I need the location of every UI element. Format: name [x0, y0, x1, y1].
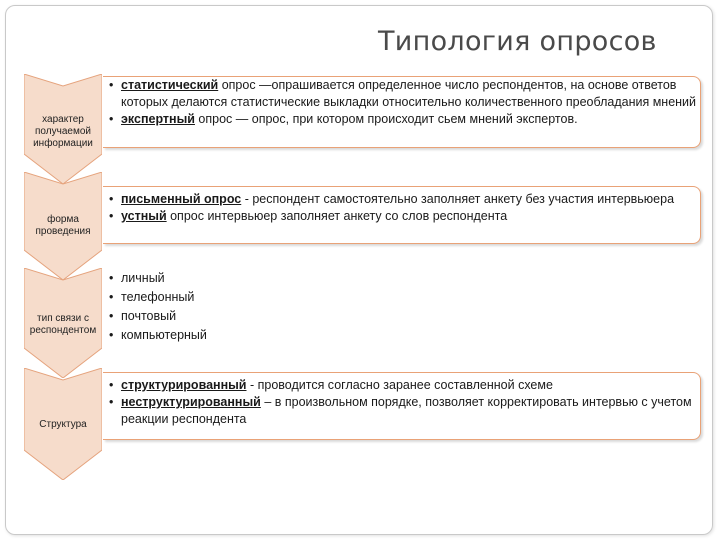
- item-text: - проводится согласно заранее составленной схеме: [246, 378, 553, 392]
- chevron-label: Структура: [39, 419, 87, 430]
- item-text: компьютерный: [121, 328, 207, 342]
- item-text: - респондент самостоятельно заполняет анкету без участия интервьюера: [241, 192, 675, 206]
- section-box-connection-type: [103, 268, 700, 344]
- bullet-list: [103, 373, 700, 428]
- item-text: опрос —опрашивается определенное число респондентов, на основе ответов которых делаются статистические выкладки относительно количественного преобладания мнений: [121, 78, 697, 109]
- list-item: [103, 77, 700, 111]
- term: структурированный: [121, 378, 247, 392]
- term: статистический: [121, 78, 219, 92]
- list-item: [103, 377, 700, 394]
- chevron-information-type: [24, 74, 102, 184]
- item-text: телефонный: [121, 290, 195, 304]
- list-item: [103, 326, 700, 345]
- chevron-structure: [24, 368, 102, 480]
- chevron-connection-type: [24, 268, 102, 378]
- chevron-label: форма проведения: [35, 214, 91, 237]
- bullet-list: [103, 187, 700, 225]
- chevron-form: [24, 172, 102, 280]
- list-item: [103, 208, 700, 225]
- list-item: [103, 288, 700, 307]
- bullet-list: [103, 77, 700, 128]
- list-item: [103, 191, 700, 208]
- term: экспертный: [121, 112, 195, 126]
- term: устный: [121, 209, 167, 223]
- item-text: – в произвольном порядке, позволяет корректировать интервью с учетом реакции респондента: [121, 395, 692, 426]
- item-text: почтовый: [121, 309, 177, 323]
- bullet-list: [103, 268, 700, 345]
- term: письменный опрос: [121, 192, 242, 206]
- list-item: [103, 269, 700, 288]
- list-item: [103, 394, 700, 428]
- section-box-structure: [103, 372, 701, 440]
- section-box-information-type: [103, 76, 701, 148]
- item-text: личный: [121, 271, 165, 285]
- term: неструктурированный: [121, 395, 261, 409]
- list-item: [103, 307, 700, 326]
- list-item: [103, 111, 700, 128]
- section-box-form: [103, 186, 701, 244]
- chevron-label: тип связи с респондентом: [29, 313, 97, 336]
- chevron-label: характер получаемой информации: [33, 114, 93, 149]
- item-text: опрос интервьюер заполняет анкету со слов респондента: [166, 209, 508, 223]
- item-text: опрос — опрос, при котором происходит сьем мнений экспертов.: [194, 112, 578, 126]
- slide-title: Типология опросов: [378, 26, 657, 57]
